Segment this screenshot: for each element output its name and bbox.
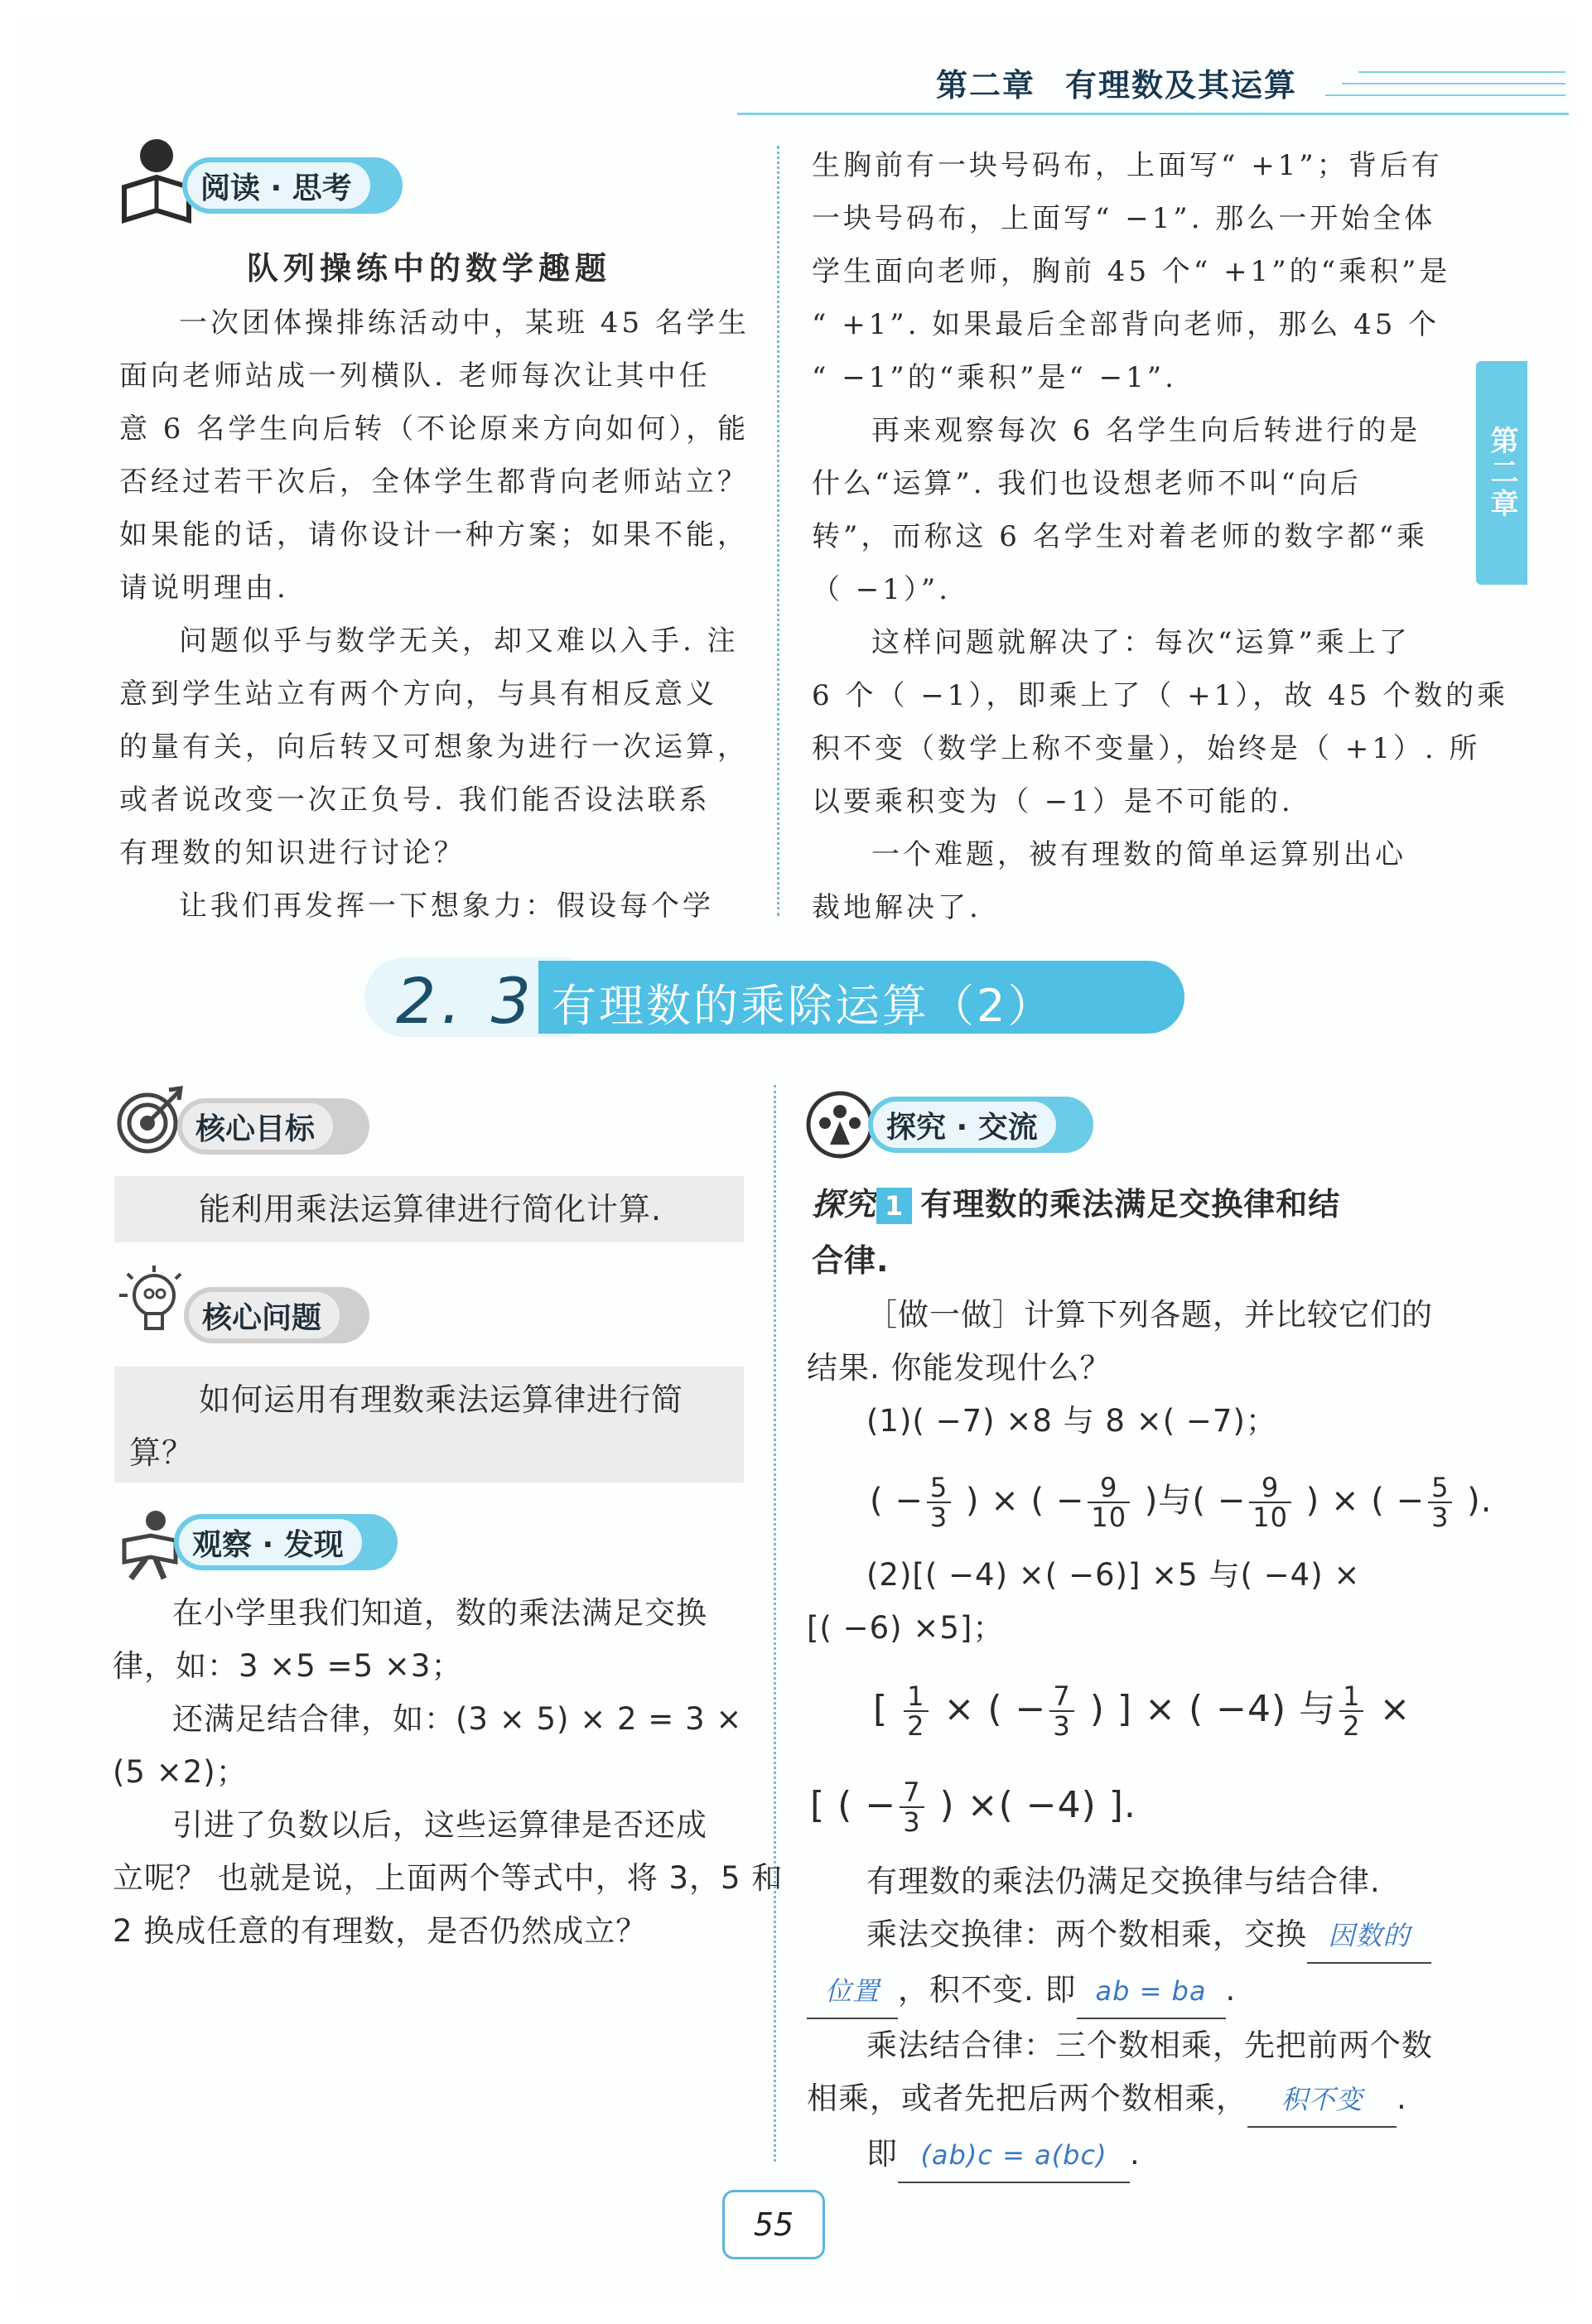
answer-blank: 因数的 — [1307, 1909, 1431, 1964]
explore-intro — [807, 1289, 1461, 1448]
core-question-line: 如何运用有理数乘法运算律进行简 — [199, 1381, 684, 1418]
reading-line: 积不变（数学上称不变量），始终是（ +1）. 所 — [812, 732, 1481, 765]
explore-item2-line: [( −6) ×5]； — [807, 1610, 1005, 1646]
header-deco-line — [1342, 83, 1565, 84]
answer-blank: ab = ba — [1077, 1965, 1226, 2019]
chapter-header — [936, 60, 1327, 105]
core-question-label-text: 核心问题 — [189, 1292, 340, 1338]
chapter-side-tab: 第二章 — [1476, 361, 1527, 585]
section-title: 有理数的乘除运算（2） — [552, 980, 1055, 1032]
reading-line: 一块号码布，上面写“ −1”. 那么一开始全体 — [812, 202, 1436, 235]
chapter-label: 第二章 — [936, 67, 1036, 104]
reading-line: （ −1）”. — [812, 573, 952, 606]
header-deco-line — [1358, 71, 1565, 73]
reading-line: 如果能的话，请你设计一种方案；如果不能， — [119, 518, 749, 552]
reading-line: 有理数的知识进行讨论？ — [119, 837, 466, 870]
explore-people-icon — [805, 1090, 875, 1160]
reading-line: 或者说改变一次正负号. 我们能否设法联系 — [119, 784, 711, 817]
reading-thinking-label-text: 阅读 · 思考 — [187, 162, 370, 209]
commutative-line: 乘法交换律：两个数相乘，交换 因数的 — [807, 1908, 1461, 1964]
explore-heading-line1: 有理数的乘法满足交换律和结 — [920, 1186, 1341, 1222]
explore-heading — [812, 1176, 1458, 1289]
section-number: 2. 3 — [396, 964, 537, 1038]
core-goal-text: 能利用乘法运算律进行简化计算. — [199, 1191, 663, 1227]
explore-exchange-label — [868, 1097, 1093, 1153]
reading-line: 裁地解决了. — [812, 891, 982, 924]
header-rule — [737, 113, 1569, 115]
column-divider — [774, 1085, 776, 2162]
reading-line: 意到学生站立有两个方向，与具有相反意义 — [119, 677, 717, 711]
target-icon — [114, 1085, 184, 1155]
answer-blank: 积不变 — [1247, 2073, 1397, 2128]
observe-line: 引进了负数以后，这些运算律是否还成 — [172, 1807, 707, 1843]
explore-exchange-label-text: 探究 · 交流 — [873, 1102, 1056, 1148]
explore-tag: 探究 — [812, 1186, 877, 1222]
observe-text — [113, 1587, 784, 1958]
observe-line: 2 换成任意的有理数，是否仍然成立？ — [113, 1913, 648, 1949]
conclusion-line: 有理数的乘法仍满足交换律与结合律. — [866, 1864, 1381, 1899]
answer-blank: (ab)c = a(bc) — [898, 2129, 1130, 2183]
explore-item2-line: (2)[( −4) ×( −6)] ×5 与( −4) × — [866, 1557, 1361, 1593]
reading-title: 队列操练中的数学趣题 — [247, 249, 612, 287]
header-deco-line — [1325, 94, 1565, 96]
associative-line-3: 即 (ab)c = a(bc) . — [807, 2128, 1461, 2183]
explore-item1: (1)( −7) ×8 与 8 ×( −7)； — [866, 1403, 1277, 1439]
reading-line: 6 个（ −1），即乘上了（ +1），故 45 个数的乘 — [812, 679, 1509, 712]
reading-line: 这样问题就解决了：每次“运算”乘上了 — [871, 626, 1411, 659]
explore-conclusion — [807, 1855, 1461, 2183]
reading-line: 意 6 名学生向后转（不论原来方向如何），能 — [119, 412, 750, 446]
core-goal-label — [177, 1098, 369, 1155]
reading-line: 再来观察每次 6 名学生向后转进行的是 — [871, 414, 1421, 447]
reading-line: 什么“运算”. 我们也设想老师不叫“向后 — [812, 467, 1362, 500]
observe-line: 还满足结合律，如：(3 × 5) × 2 = 3 × — [172, 1701, 743, 1737]
lightbulb-icon — [113, 1262, 192, 1345]
column-divider — [777, 146, 779, 916]
reading-line: 让我们再发挥一下想象力：假设每个学 — [179, 890, 714, 923]
reading-line: 问题似乎与数学无关，却又难以入手. 注 — [179, 624, 739, 658]
observe-discover-label-text: 观察 · 发现 — [179, 1519, 362, 1565]
reading-line: 生胸前有一块号码布，上面写“ +1”；背后有 — [812, 149, 1443, 182]
observe-line: 立呢？ 也就是说，上面两个等式中，将 3，5 和 — [113, 1860, 784, 1896]
page-number: 55 — [722, 2190, 825, 2259]
observe-line: 在小学里我们知道，数的乘法满足交换 — [172, 1595, 707, 1631]
associative-line: 乘法结合律：三个数相乘，先把前两个数 — [866, 2027, 1433, 2063]
fraction-expression-3: [ ( − $\frac{7}{3}$ ) ×( −4) ]. — [810, 1777, 1136, 1838]
reading-thinking-label — [182, 157, 403, 214]
answer-blank: 位置 — [807, 1965, 898, 2019]
reading-line: 一次团体操排练活动中，某班 45 名学生 — [179, 306, 750, 340]
observe-line: (5 ×2)； — [113, 1754, 248, 1790]
core-question-text — [129, 1373, 742, 1479]
observe-discover-label — [174, 1514, 398, 1570]
core-question-line: 算？ — [129, 1434, 195, 1471]
fraction-expression-1: ( − $\frac{5}{3}$ ) × ( − $\frac{9}{10}$ )与( − $\frac{9}{10}$ ) × ( − $\frac{5}{3}$ ). — [870, 1472, 1493, 1533]
reading-line: “ −1”的“乘积”是“ −1”. — [812, 361, 1177, 394]
chapter-title: 有理数及其运算 — [1065, 67, 1298, 104]
explore-intro-line: ［做一做］计算下列各题，并比较它们的 — [866, 1297, 1433, 1333]
reading-line: 转”，而称这 6 名学生对着老师的数字都“乘 — [812, 520, 1429, 553]
observe-line: 律，如：3 ×5 =5 ×3； — [113, 1648, 463, 1684]
explore-item2 — [807, 1549, 1461, 1655]
explore-intro-line: 结果. 你能发现什么？ — [807, 1350, 1112, 1386]
reading-line: 否经过若干次后，全体学生都背向老师站立？ — [119, 465, 749, 499]
core-question-label — [184, 1287, 369, 1343]
reading-line: 以要乘积变为（ −1）是不可能的. — [812, 785, 1294, 818]
reading-line: 的量有关，向后转又可想象为进行一次运算， — [119, 730, 749, 764]
reading-line: 面向老师站成一列横队. 老师每次让其中任 — [119, 359, 711, 393]
reading-line: 学生面向老师，胸前 45 个“ +1”的“乘积”是 — [812, 255, 1451, 288]
reading-left-column — [119, 297, 749, 933]
explore-tag-number: 1 — [876, 1188, 912, 1224]
commutative-line-2: 位置 ，积不变. 即 ab = ba . — [807, 1964, 1461, 2019]
fraction-expression-2: [ $\frac{1}{2}$ × ( − $\frac{7}{3}$ ) ] × ( −4) 与 $\frac{1}{2}$ × — [873, 1680, 1411, 1742]
core-goal-label-text: 核心目标 — [182, 1103, 333, 1150]
associative-line-2: 相乘，或者先把后两个数相乘， 积不变 . — [807, 2072, 1461, 2128]
reading-line: 请说明理由. — [119, 571, 289, 605]
explore-heading-line2: 合律. — [812, 1242, 890, 1279]
reading-line: 一个难题，被有理数的简单运算别出心 — [871, 838, 1406, 871]
reading-line: “ +1”. 如果最后全部背向老师，那么 45 个 — [812, 308, 1440, 341]
